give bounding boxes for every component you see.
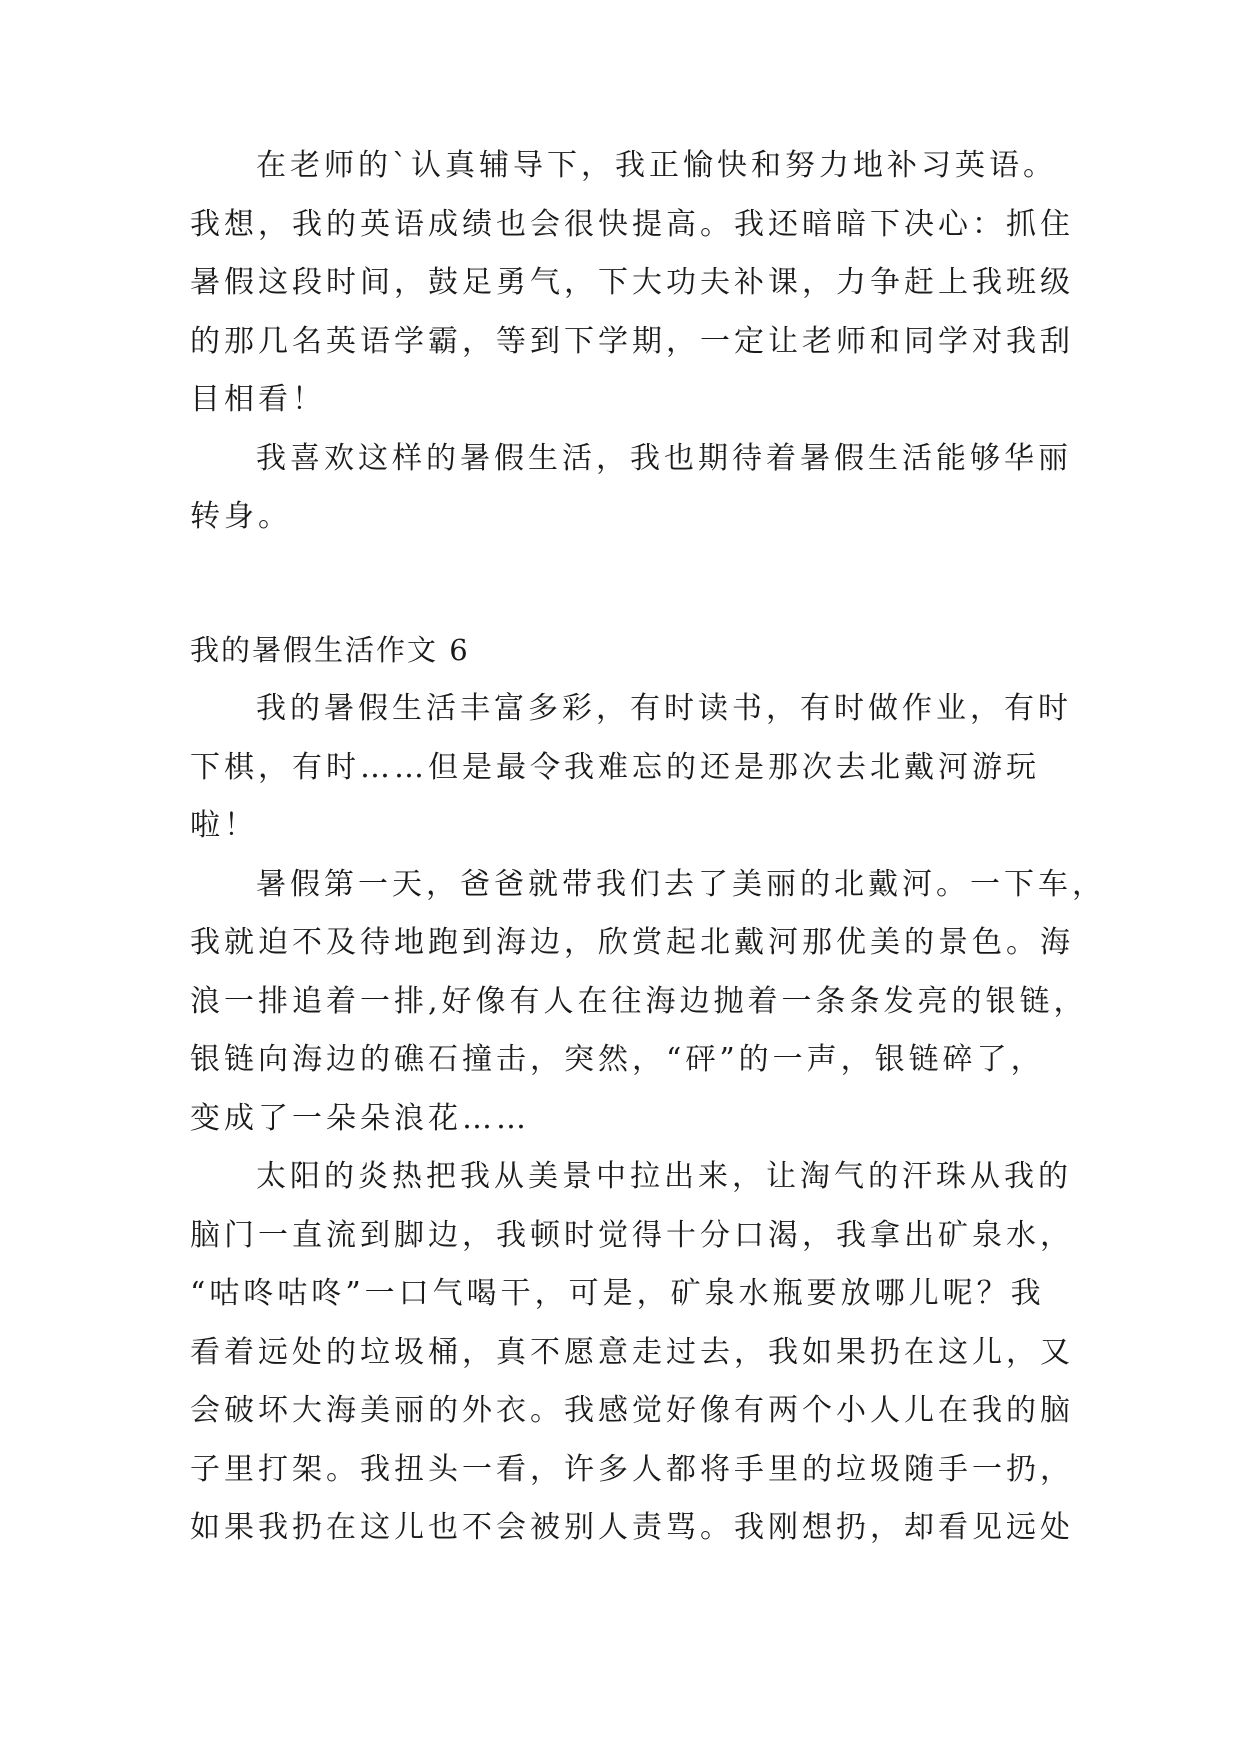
paragraph-line: 子里打架。我扭头一看，许多人都将手里的垃圾随手一扔，: [190, 1451, 1074, 1487]
paragraph-line: 暑假第一天，爸爸就带我们去了美丽的北戴河。一下车，: [256, 866, 1106, 902]
paragraph-line: 变成了一朵朵浪花……: [190, 1100, 530, 1136]
paragraph-line: 在老师的`认真辅导下，我正愉快和努力地补习英语。: [256, 148, 1057, 183]
paragraph-line: 太阳的炎热把我从美景中拉出来，让淘气的汗珠从我的: [256, 1159, 1072, 1194]
paragraph-line: 我喜欢这样的暑假生活，我也期待着暑假生活能够华丽: [256, 440, 1072, 476]
paragraph-line: 转身。: [190, 499, 292, 534]
paragraph-line: 看着远处的垃圾桶，真不愿意走过去，我如果扔在这儿，又: [190, 1334, 1074, 1370]
paragraph-line: 我就迫不及待地跑到海边，欣赏起北戴河那优美的景色。海: [190, 925, 1074, 960]
paragraph-line: 下棋，有时……但是最令我难忘的还是那次去北戴河游玩: [190, 749, 1040, 785]
paragraph-line: 的那几名英语学霸，等到下学期，一定让老师和同学对我刮: [190, 323, 1074, 359]
paragraph-line: 目相看！: [190, 382, 326, 417]
paragraph-line: 如果我扔在这儿也不会被别人责骂。我刚想扔，却看见远处: [190, 1510, 1074, 1545]
paragraph-line: 浪一排追着一排,好像有人在往海边抛着一条条发亮的银链，: [190, 983, 1088, 1019]
paragraph-line: 银链向海边的礁石撞击，突然，“砰”的一声，银链碎了，: [190, 1042, 1045, 1077]
paragraph-line: 会破坏大海美丽的外衣。我感觉好像有两个小人儿在我的脑: [190, 1393, 1074, 1428]
paragraph-line: 我想，我的英语成绩也会很快提高。我还暗暗下决心：抓住: [190, 206, 1074, 242]
paragraph-line: 我的暑假生活丰富多彩，有时读书，有时做作业，有时: [256, 691, 1072, 726]
bottom-paragraphs: [190, 680, 1106, 1558]
section-heading: 我的暑假生活作文 6: [190, 633, 470, 667]
paragraph-line: “咕咚咕咚”一口气喝干，可是，矿泉水瓶要放哪儿呢？我: [190, 1276, 1045, 1311]
top-paragraphs: [190, 137, 1074, 547]
paragraph-line: 脑门一直流到脚边，我顿时觉得十分口渴，我拿出矿泉水，: [190, 1217, 1074, 1253]
paragraph-line: 暑假这段时间，鼓足勇气，下大功夫补课，力争赶上我班级: [190, 265, 1074, 300]
paragraph-line: 啦！: [190, 808, 258, 843]
